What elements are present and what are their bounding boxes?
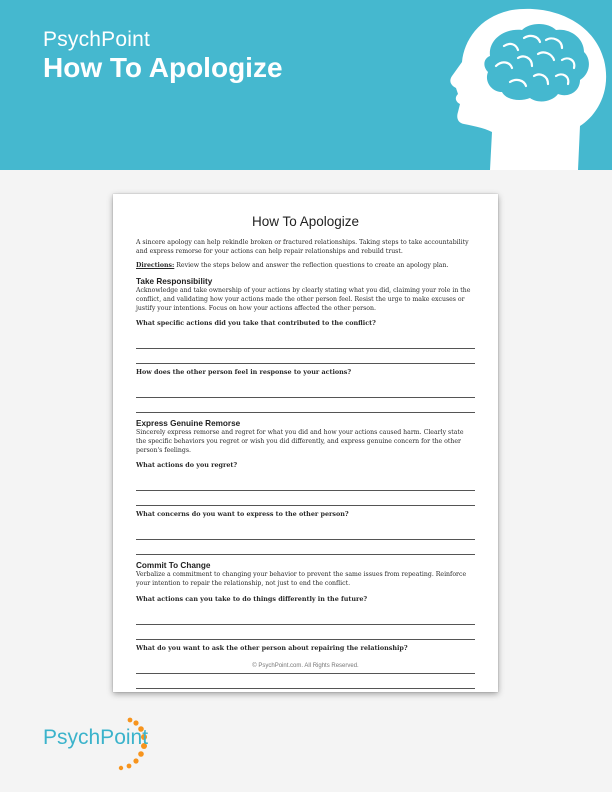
answer-lines[interactable] bbox=[136, 610, 475, 640]
section-heading: Commit To Change bbox=[136, 561, 211, 571]
section-heading: Take Responsibility bbox=[136, 277, 213, 287]
question: What concerns do you want to express to the other person? bbox=[136, 510, 349, 519]
directions-text: Review the steps below and answer the reflection questions to create an apology plan. bbox=[174, 262, 449, 270]
section-body: Acknowledge and take ownership of your actions by clearly stating what you did, claiming your role in the conflict, and validating how your actions made the other person feel. Resist the urge to make excuses or justify your intentions. Focus on how your actions affected the other person. bbox=[136, 287, 471, 312]
directions-label: Directions: bbox=[136, 262, 175, 270]
worksheet-title: How To Apologize bbox=[251, 214, 360, 229]
answer-lines[interactable] bbox=[136, 476, 475, 506]
question: What actions can you take to do things differently in the future? bbox=[136, 594, 368, 603]
brand-name: PsychPoint bbox=[43, 28, 151, 51]
directions bbox=[136, 262, 475, 271]
question: What specific actions did you take that contributed to the conflict? bbox=[136, 319, 376, 328]
intro-paragraph: A sincere apology can help rekindle broken or fractured relationships. Taking steps to take accountability and express remorse for your actions can help repair relationships and rebuild trust. bbox=[136, 239, 469, 255]
section-body: Verbalize a commitment to changing your behavior to prevent the same issues from repeating. Reinforce your intention to repair the relationship, not just to end the conflict. bbox=[136, 571, 467, 588]
head-brain-icon bbox=[412, 0, 612, 170]
answer-lines[interactable] bbox=[136, 334, 475, 364]
header-banner bbox=[0, 0, 612, 170]
page-title: How To Apologize bbox=[43, 52, 283, 83]
answer-lines[interactable] bbox=[136, 525, 475, 555]
question: What actions do you regret? bbox=[136, 461, 238, 470]
question: How does the other person feel in response to your actions? bbox=[136, 368, 352, 377]
logo-text: PsychPoint bbox=[43, 726, 149, 749]
worksheet-preview bbox=[113, 194, 498, 692]
section-body: Sincerely express remorse and regret for what you did and how your actions caused harm. Clearly state the specific behaviors you regret or wish you did differently, and express genuine concern for the other person's feelings. bbox=[136, 429, 464, 454]
section-heading: Express Genuine Remorse bbox=[136, 419, 241, 429]
copyright-footer: © PsychPoint.com. All Rights Reserved. bbox=[252, 663, 359, 669]
answer-lines[interactable] bbox=[136, 383, 475, 413]
question: What do you want to ask the other person about repairing the relationship? bbox=[136, 643, 408, 652]
